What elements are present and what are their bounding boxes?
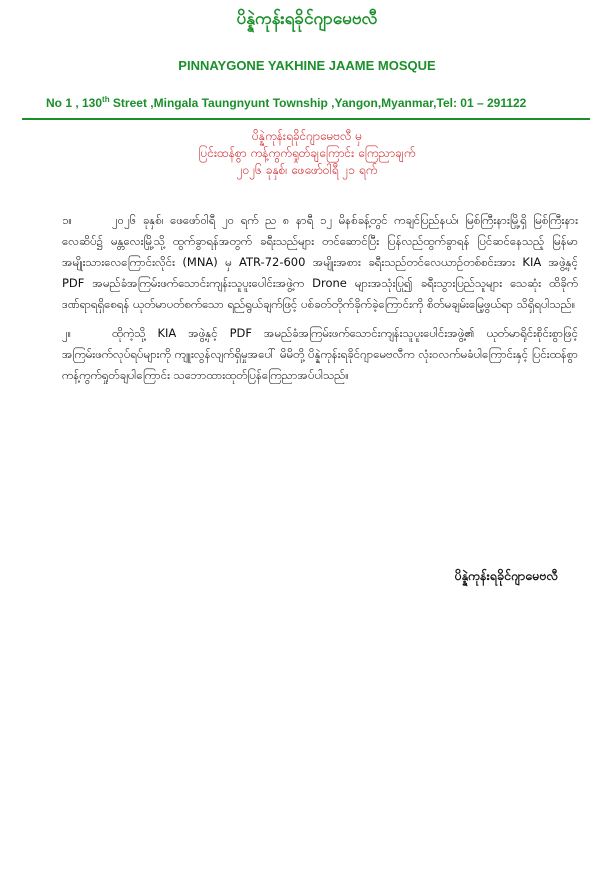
paragraph-number: ၁။ bbox=[62, 213, 72, 227]
org-name-english: PINNAYGONE YAKHINE JAAME MOSQUE bbox=[178, 58, 436, 73]
statement-heading bbox=[0, 128, 614, 179]
paragraph-text: ၂၀၂၆ ခုနှစ်၊ ဖေဖော်ဝါရီ ၂၀ ရက် ည ၈ နာရီ ၁၂ မိနစ်ခန့်တွင် ကချင်ပြည်နယ်၊ မြစ်ကြီးနားမြို့ရှိ မြစ်ကြီးနားလေဆိပ်၌ မန္တလေးမြို့သို့ ထွက်ခွာရန်အတွက် ခရီးသည်များ တင်ဆောင်ပြီး ပြန်လည်ထွက်ခွာရန် ပြင်ဆင်နေသည့် မြန်မာအမျိုးသားလေကြောင်းလိုင်း (MNA) မှ ATR-72-600 အမျိုးအစား ခရီးသည်တင်လေယာဉ်တစ်စင်းအား KIA အဖွဲ့နှင့် PDF အမည်ခံအကြမ်းဖက်သောင်းကျန်းသူပူးပေါင်းအဖွဲ့က Drone များအသုံးပြု၍ ခရီးသွားပြည်သူများ သေဆုံး ထိခိုက်ဒဏ်ရာရရှိစေရန် ယုတ်မာပတ်စက်သော ရည်ရွယ်ချက်ဖြင့် ပစ်ခတ်တိုက်ခိုက်ခဲ့ကြောင်းကို စိတ်မချမ်းမြေ့ဖွယ်ရာ သိရှိရပါသည်။ bbox=[62, 213, 578, 311]
letterhead-divider bbox=[22, 118, 590, 120]
paragraph-1 bbox=[62, 210, 578, 315]
signature-org-name: ပိန္နဲကုန်းရခိုင်ဂျာမေဗလီ bbox=[454, 568, 558, 583]
address-number: No 1 , 130 bbox=[46, 96, 103, 110]
heading-line-2: ပြင်းထန်စွာ ကန့်ကွက်ရှုတ်ချကြောင်း ကြေညာချက် bbox=[198, 146, 416, 160]
statement-body bbox=[62, 210, 578, 394]
address-ordinal-suffix: th bbox=[102, 95, 110, 104]
paragraph-text: ထိုကဲ့သို့ KIA အဖွဲ့နှင့် PDF အမည်ခံအကြမ်းဖက်သောင်းကျန်းသူပူးပေါင်းအဖွဲ့၏ ယုတ်မာရိုင်းစိုင်းစွာဖြင့် အကြမ်းဖက်လုပ်ရပ်များကို ကျူးလွန်လျက်ရှိမှုအပေါ် မိမိတို့ ပိန္နဲကုန်းရခိုင်ဂျာမေဗလီက လုံးဝလက်မခံပါကြောင်းနှင့် ပြင်းထန်စွာကန့်ကွက်ရှုတ်ချပါကြောင်း သဘောထားထုတ်ပြန်ကြေညာအပ်ပါသည်။ bbox=[62, 326, 578, 382]
paragraph-2 bbox=[62, 323, 578, 386]
org-name-myanmar: ပိန္နဲကုန်းရခိုင်ဂျာမေဗလီ bbox=[236, 9, 378, 29]
heading-line-1: ပိန္နဲကုန်းရခိုင်ဂျာမေဗလီ မှ bbox=[251, 129, 363, 143]
heading-date: ၂၀၂၆ ခုနှစ်၊ ဖေဖော်ဝါရီ ၂၁ ရက် bbox=[236, 163, 378, 177]
paragraph-number: ၂။ bbox=[62, 326, 72, 340]
address-rest: Street ,Mingala Taungnyunt Township ,Yangon,Myanmar,Tel: 01 – 291122 bbox=[109, 96, 527, 110]
org-address bbox=[46, 95, 606, 110]
